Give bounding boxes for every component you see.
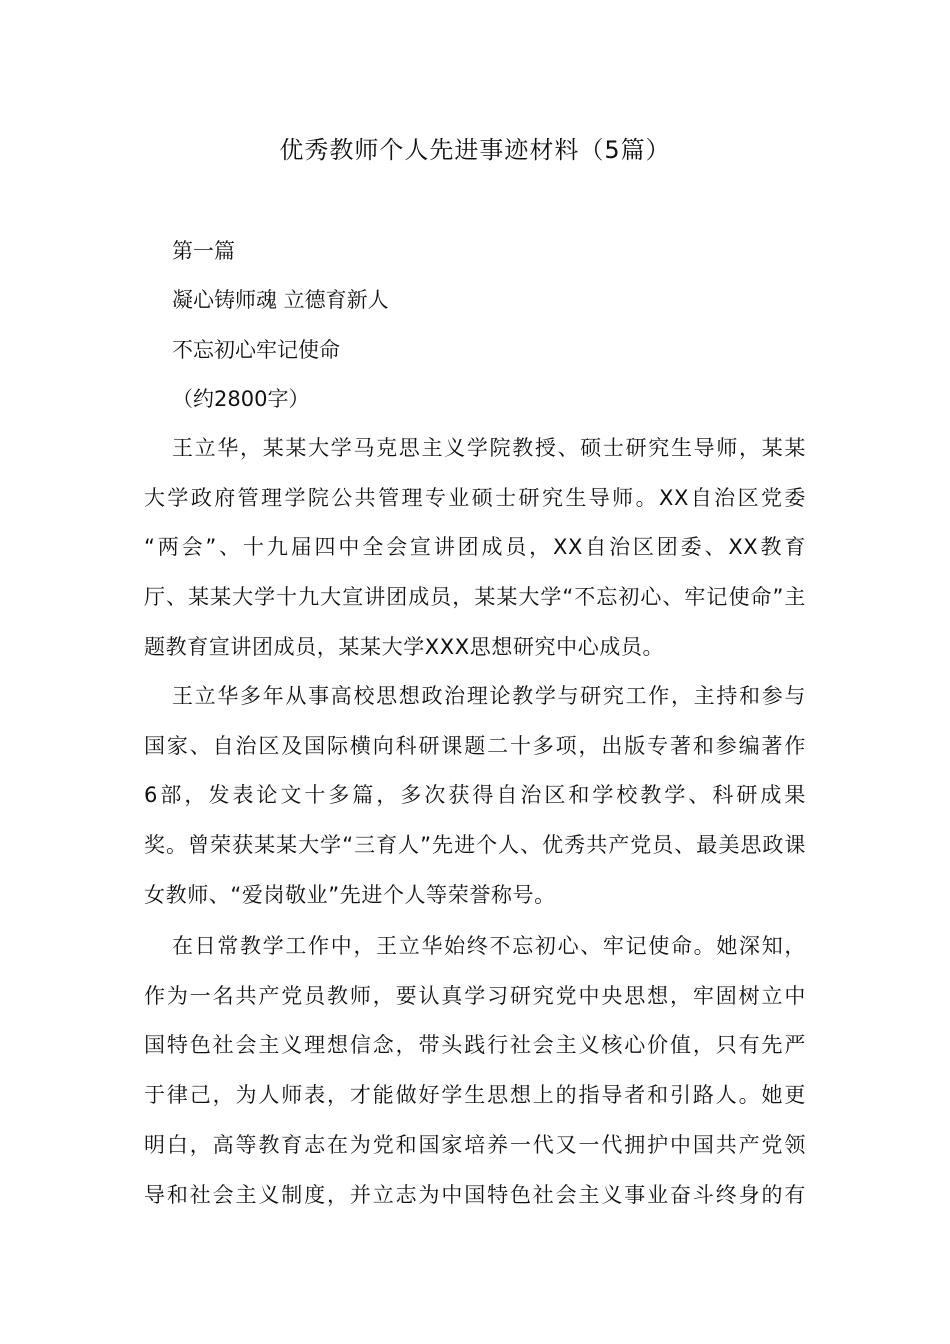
paragraph-line: 国特色社会主义理想信念，带头践行社会主义核心价值，只有先严 [144,1033,806,1058]
paragraph-line: 6部，发表论文十多篇，多次获得自治区和学校教学、科研成果 [144,783,806,808]
paragraph-line: 题教育宣讲团成员，某某大学XXX思想研究中心成员。 [144,634,665,659]
paragraph-1 [144,424,806,673]
paragraph-2 [144,672,806,921]
paragraph-line: 厅、某某大学十九大宣讲团成员，某某大学“不忘初心、牢记使命”主 [144,585,806,610]
paragraph-line: 国家、自治区及国际横向科研课题二十多项，出版专著和参编著作 [144,733,806,758]
document-title: 优秀教师个人先进事迹材料（5篇） [279,136,671,164]
paragraph-line: 女教师、“爱岗敬业”先进个人等荣誉称号。 [144,882,556,907]
paragraph-line: 在日常教学工作中，王立华始终不忘初心、牢记使命。她深知， [172,934,806,958]
paragraph-line: 导和社会主义制度，并立志为中国特色社会主义事业奋斗终身的有 [144,1182,806,1207]
paragraph-line: 奖。曾荣获某某大学“三育人”先进个人、优秀共产党员、最美思政课 [144,833,806,858]
paragraph-line: 王立华多年从事高校思想政治理论教学与研究工作，主持和参与 [172,684,806,708]
paragraph-line: 大学政府管理学院公共管理专业硕士研究生导师。XX自治区党委 [144,485,806,510]
word-count-note: （约2800字） [172,387,310,411]
paragraph-line: 作为一名共产党员教师，要认真学习研究党中央思想，牢固树立中 [144,983,806,1008]
paragraph-line: 于律己，为人师表，才能做好学生思想上的指导者和引路人。她更 [144,1083,806,1108]
paragraph-3 [144,922,806,1220]
paragraph-line: 王立华，某某大学马克思主义学院教授、硕士研究生导师，某某 [172,436,806,460]
paragraph-line: 明白，高等教育志在为党和国家培养一代又一代拥护中国共产党领 [144,1132,806,1157]
headline-primary: 凝心铸师魂 立德育新人 [172,288,389,312]
paragraph-line: “两会”、十九届四中全会宣讲团成员，XX自治区团委、XX教育 [144,535,806,560]
section-label: 第一篇 [172,239,235,263]
headline-secondary: 不忘初心牢记使命 [172,338,340,362]
